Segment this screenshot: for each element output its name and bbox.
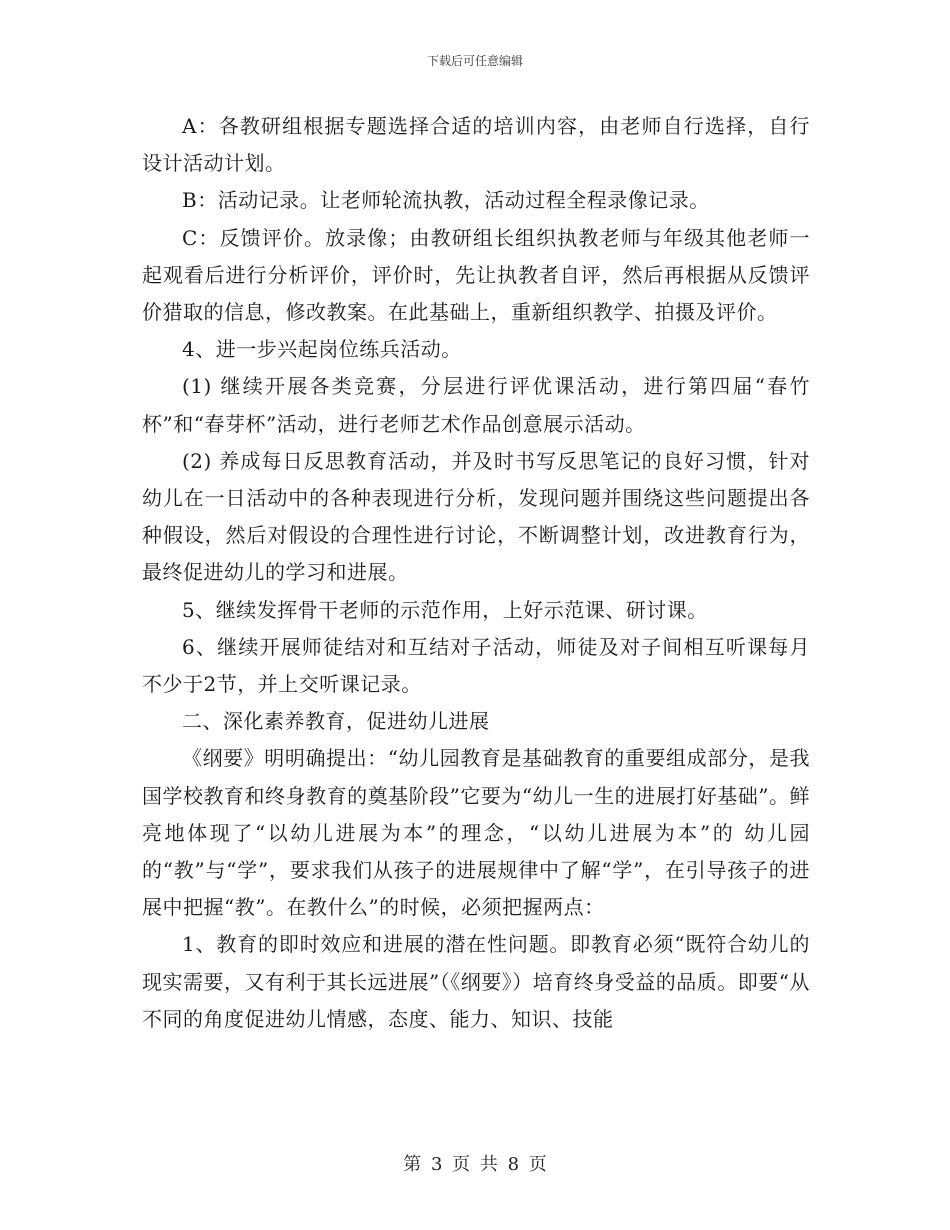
paragraph-item-6: 6、继续开展师徒结对和互结对子活动，师徒及对子间相互听课每月不少于2节，并上交听课记录。 [142, 634, 810, 697]
paragraph-item-5: 5、继续发挥骨干老师的示范作用，上好示范课、研讨课。 [182, 597, 708, 622]
document-body [142, 108, 810, 1038]
paragraph-item-4: 4、进一步兴起岗位练兵活动。 [182, 337, 462, 362]
paragraph-a-training-content: A：各教研组根据专题选择合适的培训内容，由老师自行选择，自行设计活动计划。 [142, 114, 810, 176]
page-header: 下载后可任意编辑 [426, 54, 523, 68]
paragraph-c-feedback-evaluation: C：反馈评价。放录像；由教研组长组织执教老师与年级其他老师一起观看后进行分析评价，评价时，先让执教者自评，然后再根据从反馈评价猎取的信息，修改教案。在此基础上，重新组织教学、拍摄及评价。 [142, 225, 810, 325]
page-number: 第 3 页 共 8 页 [403, 1154, 547, 1175]
paragraph-b-activity-record: B：活动记录。让老师轮流执教，活动过程全程录像记录。 [182, 188, 710, 213]
paragraph-sub-2: (2) 养成每日反思教育活动，并及时书写反思笔记的良好习惯，针对幼儿在一日活动中的各种表现进行分析，发现问题并围绕这些问题提出各种假设，然后对假设的合理性进行讨论，不断调整计划，改进教育行为，最终促进幼儿的学习和进展。 [142, 448, 810, 585]
paragraph-point-1: 1、教育的即时效应和进展的潜在性问题。即教育必须“既符合幼儿的现实需要，又有利于其长远进展”（《纲要》）培育终身受益的品质。即要“从不同的角度促进幼儿情感，态度、能力、知识、技能 [142, 932, 810, 1031]
section-heading-2: 二、深化素养教育，促进幼儿进展 [182, 709, 490, 734]
paragraph-sub-1: (1) 继续开展各类竞赛，分层进行评优课活动，进行第四届“春竹杯”和“春芽杯”活动，进行老师艺术作品创意展示活动。 [142, 374, 810, 436]
paragraph-outline-quote: 《纲要》明明确提出：“幼儿园教育是基础教育的重要组成部分，是我国学校教育和终身教育的奠基阶段”它要为“幼儿一生的进展打好基础”。鲜亮地体现了“以幼儿进展为本”的理念，“以幼儿进展为本”的 幼儿园的“教”与“学”，要求我们从孩子的进展规律中了解“学”，在引导孩子的进展中把握“教”。在教什么”的时候，必须把握两点： [142, 746, 810, 920]
